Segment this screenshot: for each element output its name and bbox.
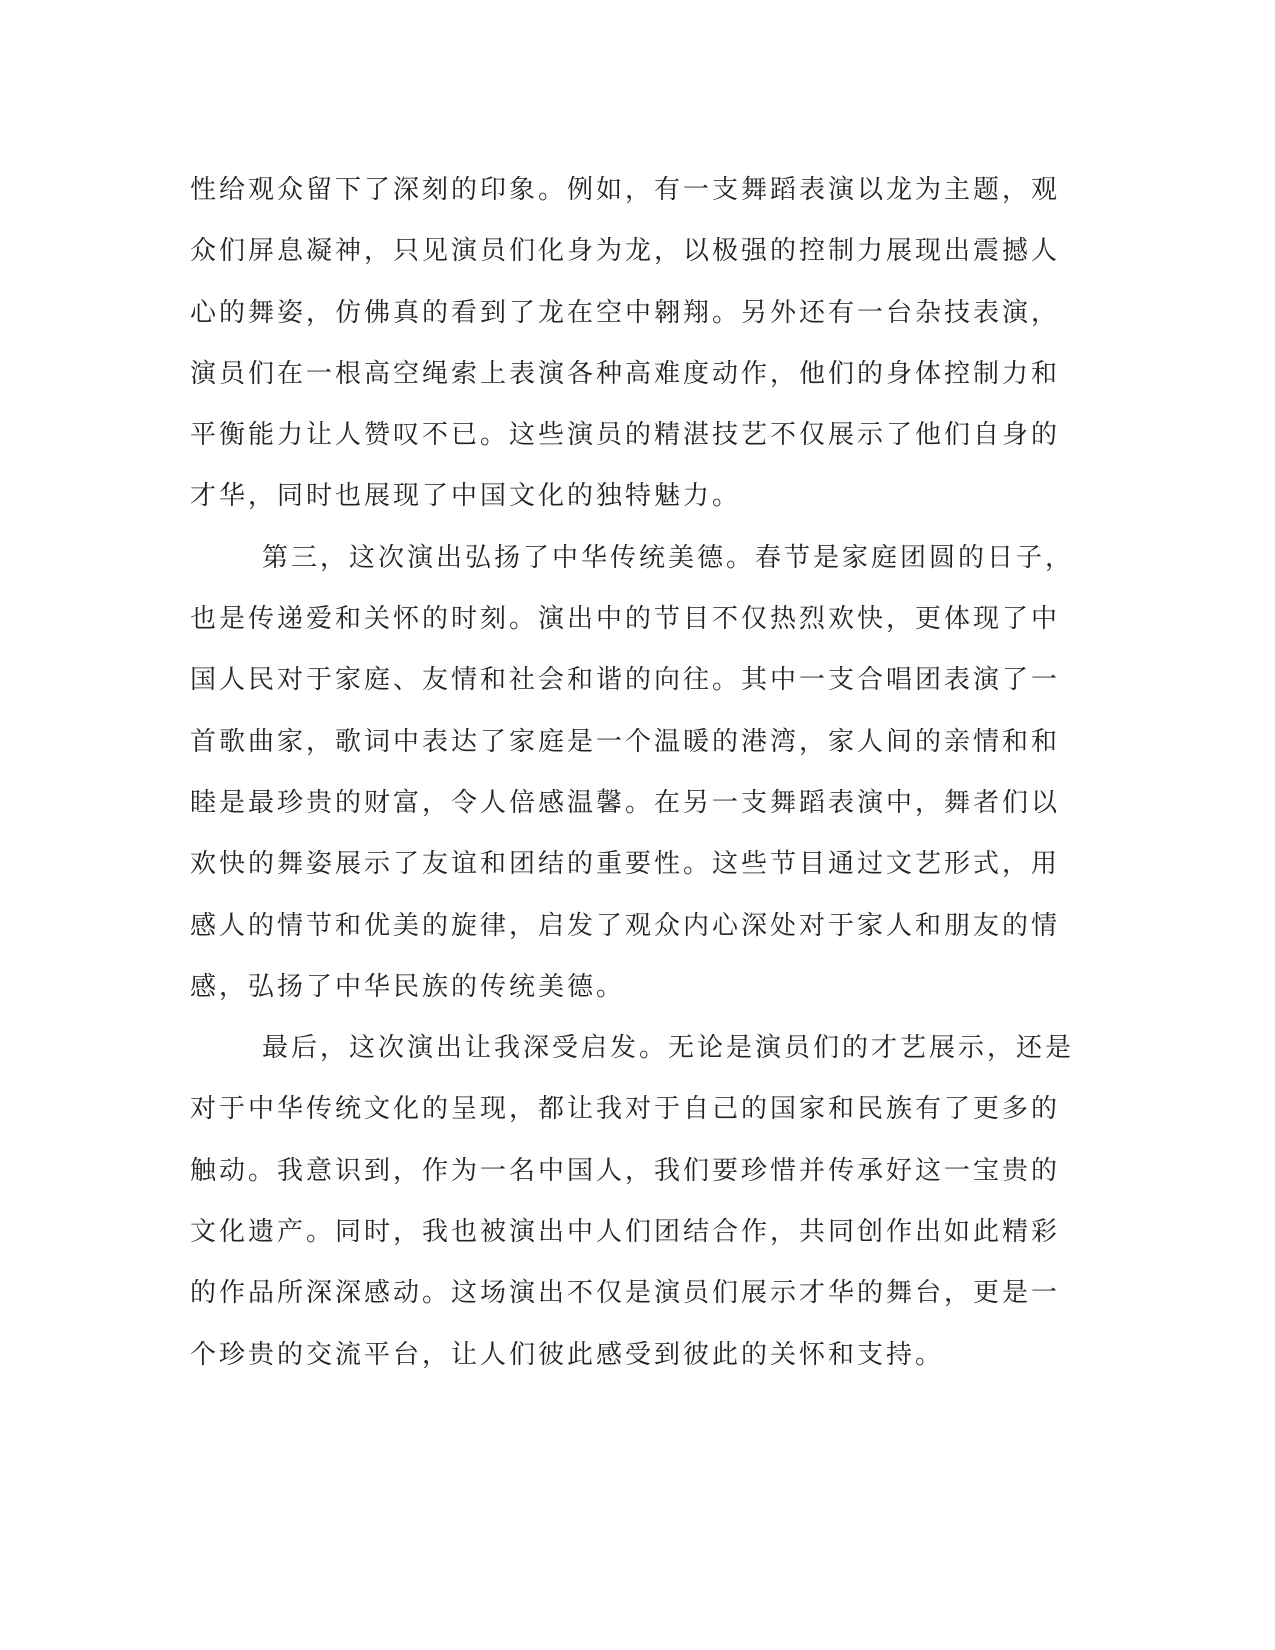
text-line: 感人的情节和优美的旋律，启发了观众内心深处对于家人和朋友的情: [190, 910, 1061, 941]
text-line: 心的舞姿，仿佛真的看到了龙在空中翱翔。另外还有一台杂技表演，: [190, 297, 1061, 328]
text-line: 也是传递爱和关怀的时刻。演出中的节目不仅热烈欢快，更体现了中: [190, 604, 1061, 635]
text-line: 文化遗产。同时，我也被演出中人们团结合作，共同创作出如此精彩: [190, 1217, 1061, 1248]
text-line: 才华，同时也展现了中国文化的独特魅力。: [190, 481, 742, 512]
text-line: 的作品所深深感动。这场演出不仅是演员们展示才华的舞台，更是一: [190, 1278, 1061, 1309]
text-line: 触动。我意识到，作为一名中国人，我们要珍惜并传承好这一宝贵的: [190, 1155, 1061, 1186]
text-line: 欢快的舞姿展示了友谊和团结的重要性。这些节目通过文艺形式，用: [190, 849, 1061, 880]
text-line: 睦是最珍贵的财富，令人倍感温馨。在另一支舞蹈表演中，舞者们以: [190, 787, 1061, 818]
text-line: 感，弘扬了中华民族的传统美德。: [190, 971, 626, 1002]
body-text: [190, 160, 1075, 1386]
text-line: 国人民对于家庭、友情和社会和谐的向往。其中一支合唱团表演了一: [190, 665, 1061, 696]
text-line: 个珍贵的交流平台，让人们彼此感受到彼此的关怀和支持。: [190, 1339, 945, 1370]
text-line: 首歌曲家，歌词中表达了家庭是一个温暖的港湾，家人间的亲情和和: [190, 726, 1061, 757]
text-line: 演员们在一根高空绳索上表演各种高难度动作，他们的身体控制力和: [190, 358, 1061, 389]
text-line: 平衡能力让人赞叹不已。这些演员的精湛技艺不仅展示了他们自身的: [190, 420, 1061, 451]
text-line: 性给观众留下了深刻的印象。例如，有一支舞蹈表演以龙为主题，观: [190, 175, 1061, 205]
text-line: 对于中华传统文化的呈现，都让我对于自己的国家和民族有了更多的: [190, 1094, 1061, 1125]
paragraph-first-line: 最后，这次演出让我深受启发。无论是演员们的才艺展示，还是: [262, 1033, 1075, 1064]
paragraph-first-line: 第三，这次演出弘扬了中华传统美德。春节是家庭团圆的日子，: [262, 542, 1075, 573]
text-line: 众们屏息凝神，只见演员们化身为龙，以极强的控制力展现出震撼人: [190, 236, 1061, 267]
